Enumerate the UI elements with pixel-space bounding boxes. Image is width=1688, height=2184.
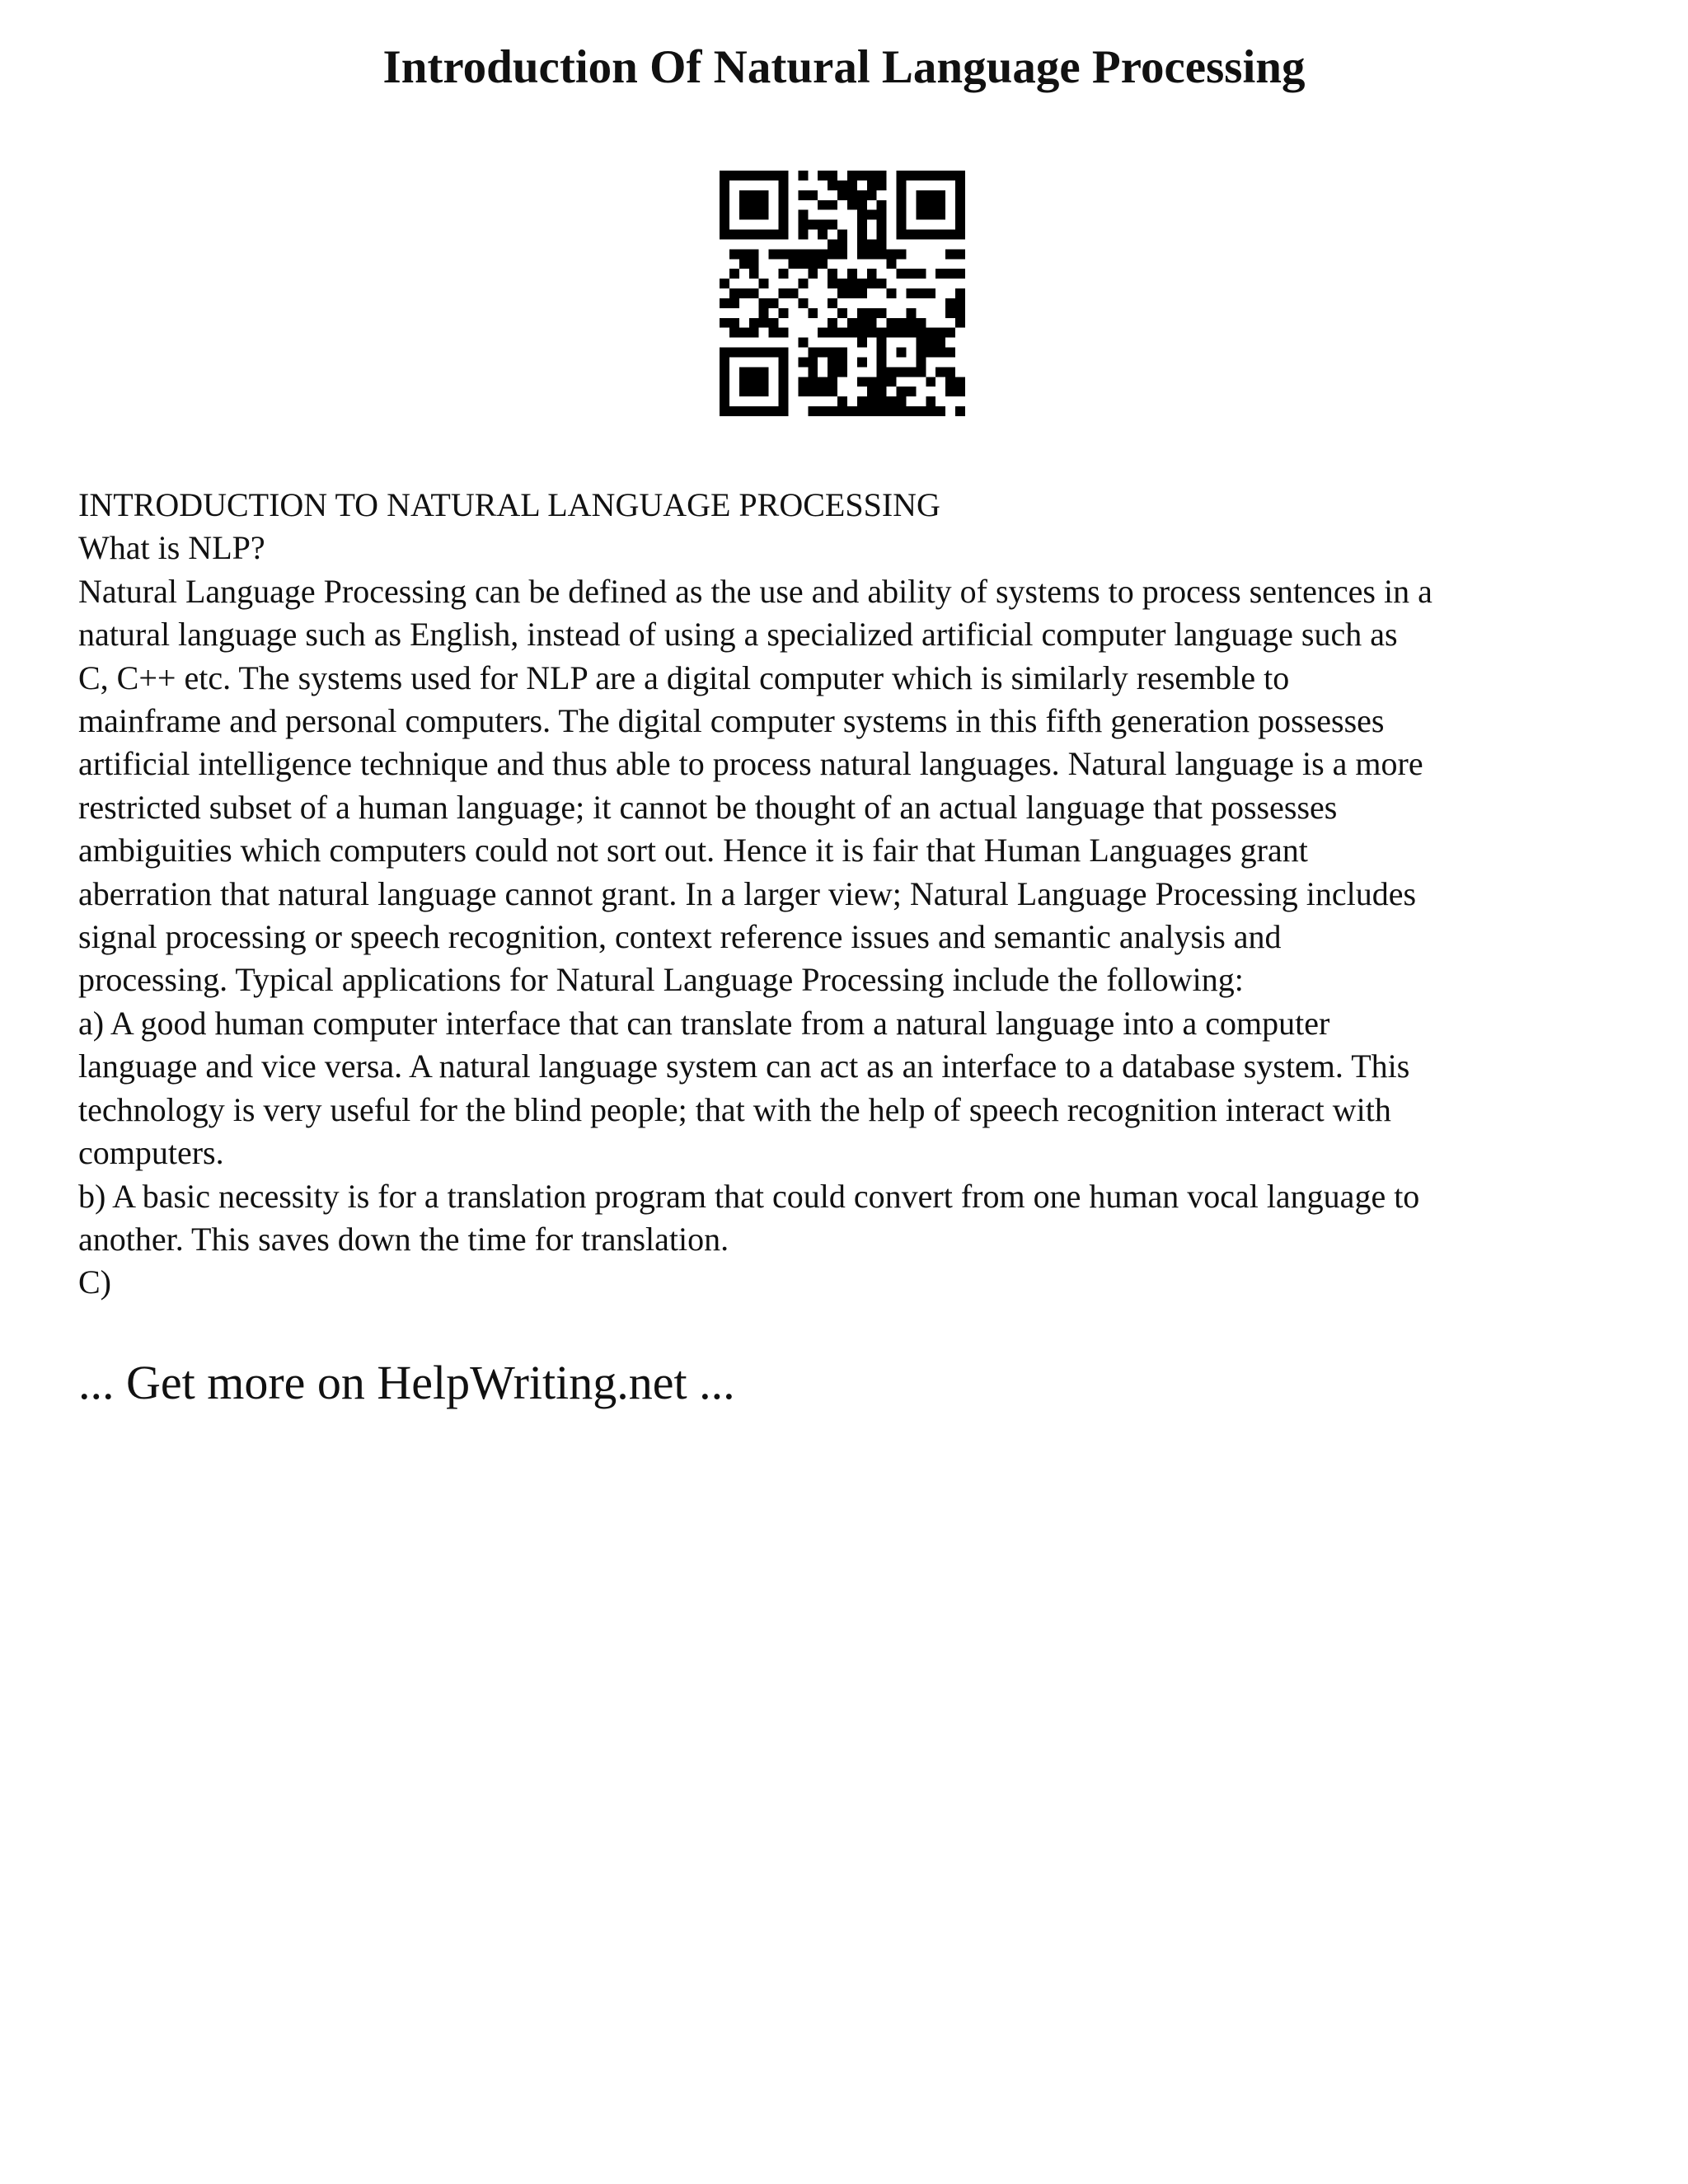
list-item-line: technology is very useful for the blind people; that with the help of speech recognition interact with <box>78 1090 1391 1128</box>
section-heading: INTRODUCTION TO NATURAL LANGUAGE PROCESSING <box>78 486 940 523</box>
list-item-line: C) <box>78 1263 111 1301</box>
paragraph-line: ambiguities which computers could not sort out. Hence it is fair that Human Languages grant <box>78 832 1308 869</box>
paragraph-line: natural language such as English, instead of using a specialized artificial computer language such as <box>78 616 1398 654</box>
subheading: What is NLP? <box>78 529 265 567</box>
paragraph-line: Natural Language Processing can be defined as the use and ability of systems to process sentences in a <box>78 572 1432 610</box>
list-item-line: a) A good human computer interface that can translate from a natural language into a computer <box>78 1004 1330 1042</box>
list-item-line: computers. <box>78 1134 224 1172</box>
document-title: Introduction Of Natural Language Processing <box>382 41 1306 93</box>
list-item-line: another. This saves down the time for translation. <box>78 1220 729 1258</box>
paragraph-line: C, C++ etc. The systems used for NLP are a digital computer which is similarly resemble to <box>78 658 1290 696</box>
paragraph-line: restricted subset of a human language; it cannot be thought of an actual language that possesses <box>78 788 1338 826</box>
paragraph-line: artificial intelligence technique and thus able to process natural languages. Natural language is a more <box>78 745 1423 783</box>
list-item-line: b) A basic necessity is for a translation program that could convert from one human vocal language to <box>78 1177 1420 1215</box>
qr-code-icon <box>720 171 965 416</box>
paragraph-line: processing. Typical applications for Natural Language Processing include the following: <box>78 961 1244 999</box>
list-item-line: language and vice versa. A natural language system can act as an interface to a database system. This <box>78 1047 1410 1085</box>
paragraph-line: signal processing or speech recognition, context reference issues and semantic analysis and <box>78 918 1282 956</box>
paragraph-line: aberration that natural language cannot grant. In a larger view; Natural Language Processing includes <box>78 874 1417 912</box>
get-more-link[interactable]: ... Get more on HelpWriting.net ... <box>78 1356 735 1409</box>
document-body <box>78 484 1648 1305</box>
paragraph-line: mainframe and personal computers. The digital computer systems in this fifth generation possesses <box>78 702 1385 740</box>
